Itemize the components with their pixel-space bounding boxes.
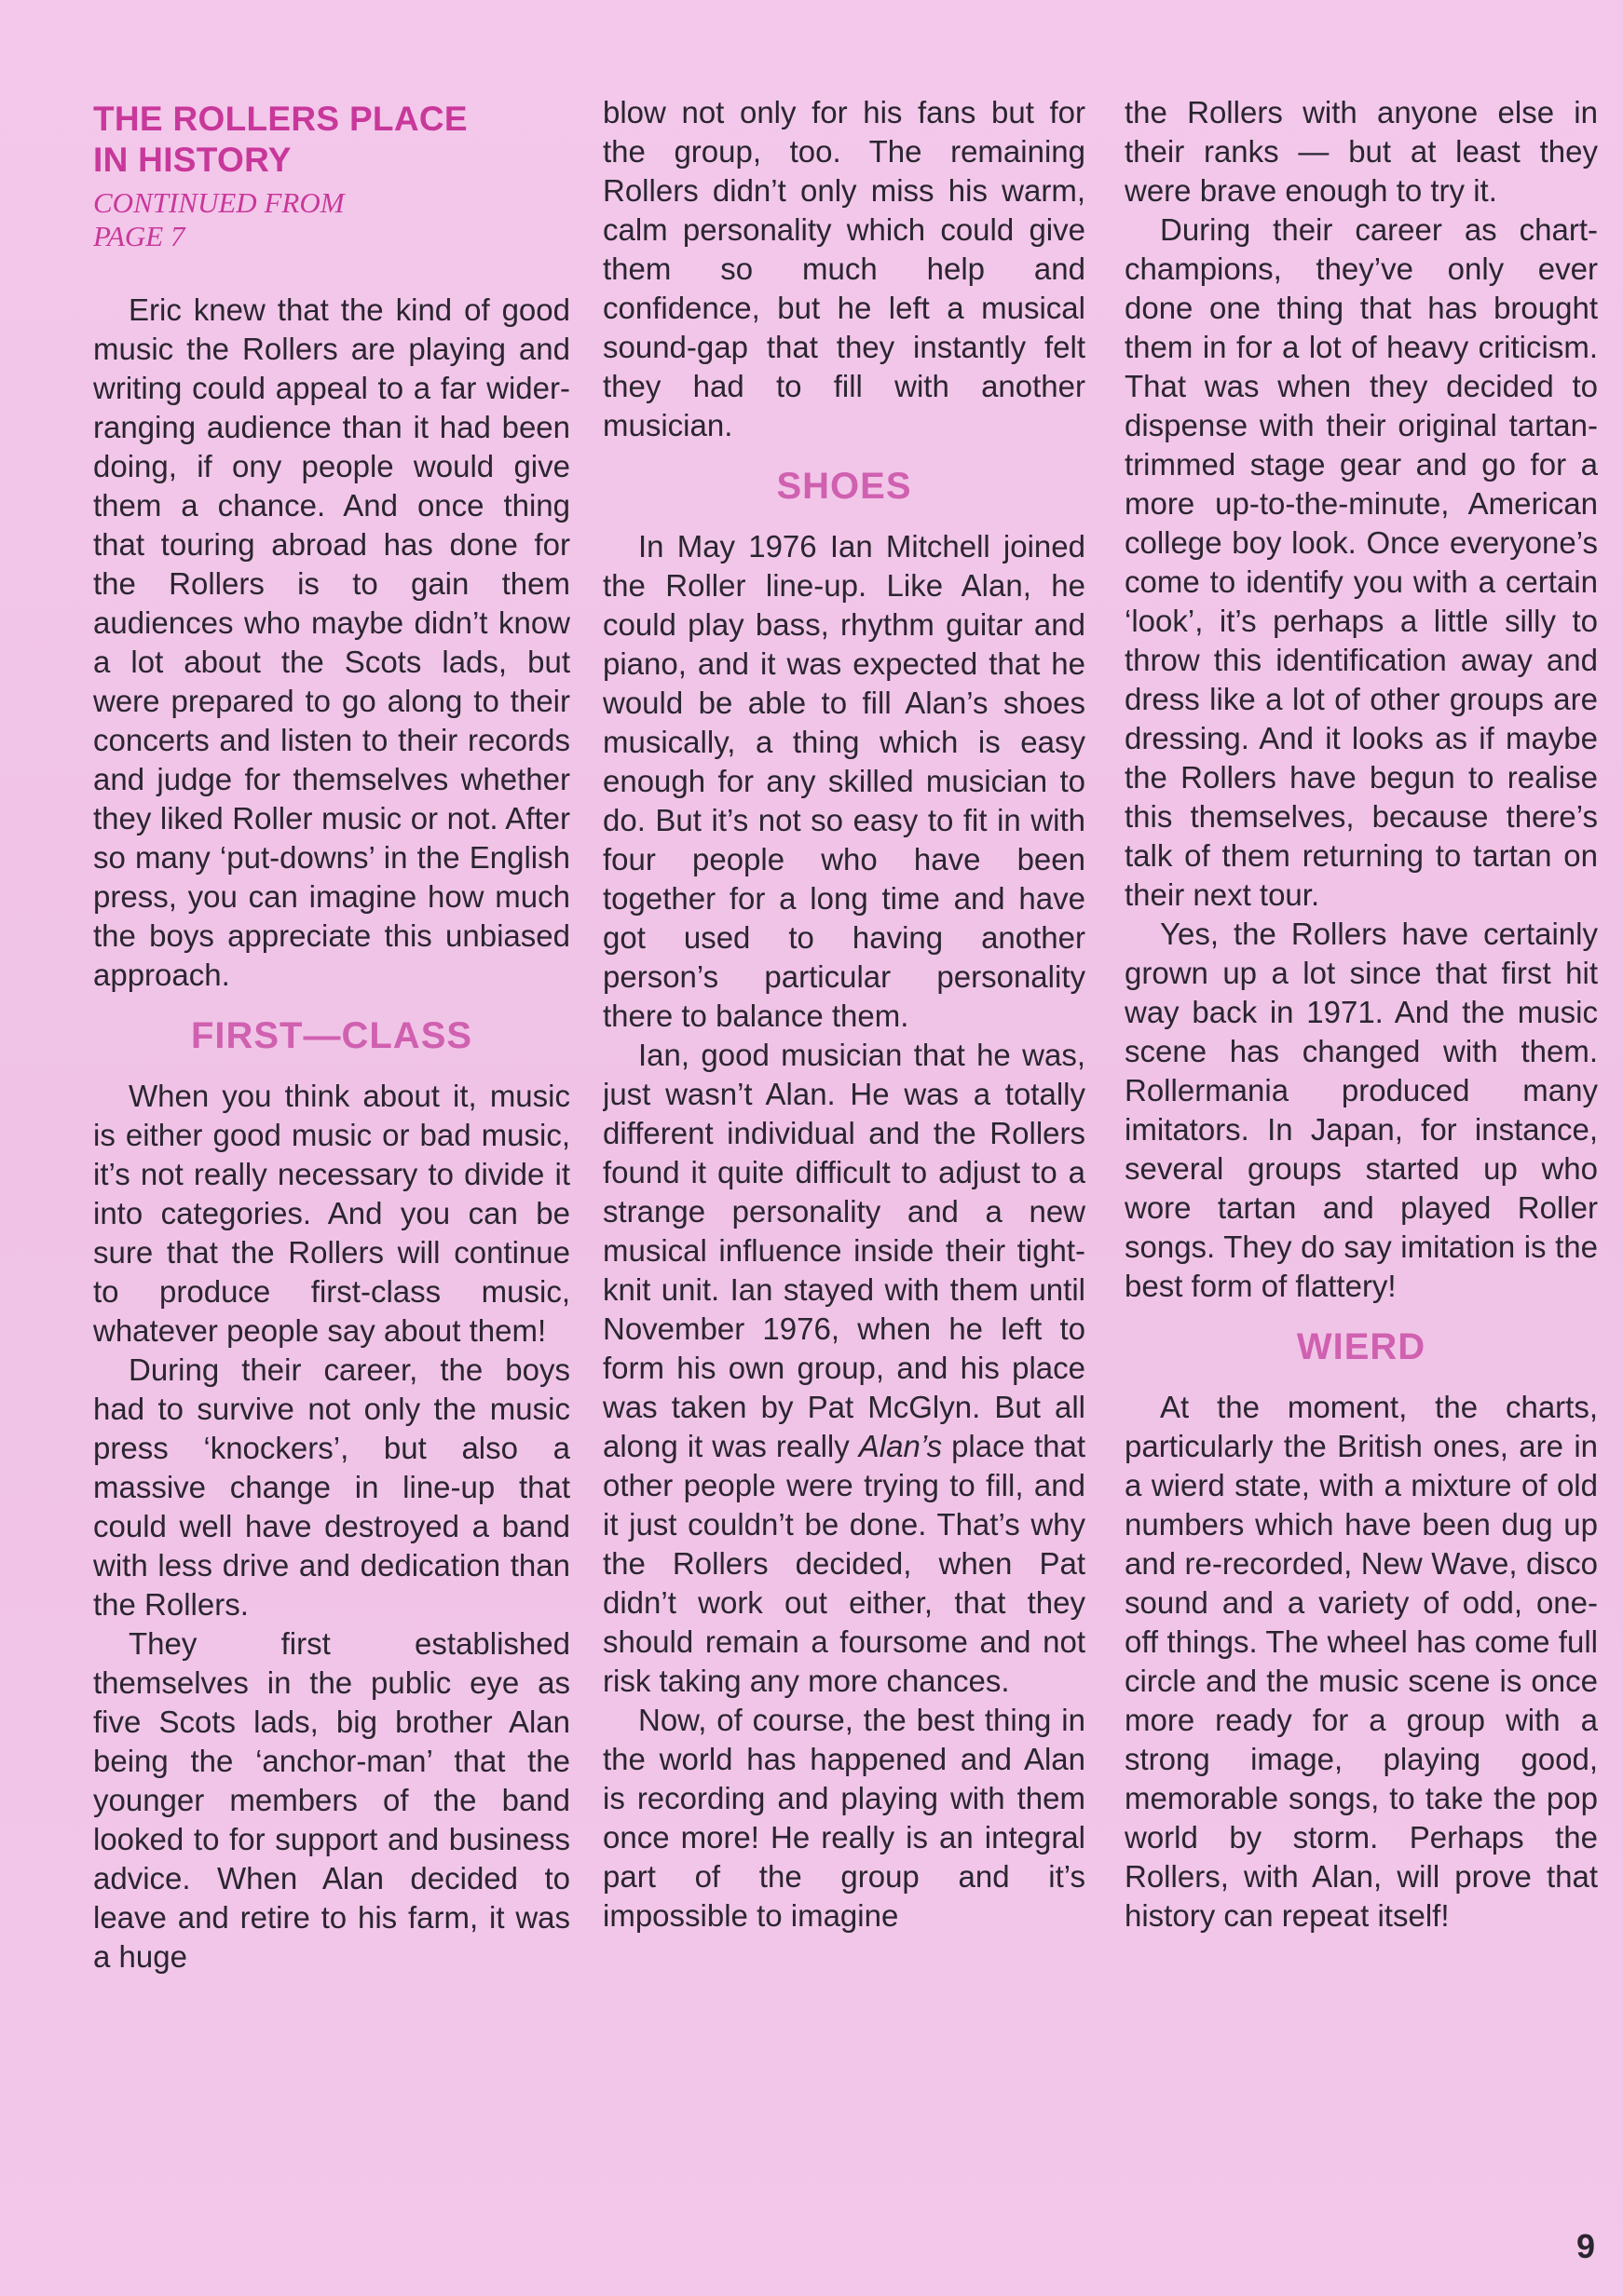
body-paragraph: When you think about it, music is either good music or bad music, it’s not really necessary to divide it into categories. And you can be sure that the Rollers will continue to produce first-class music, whatever people say about them! xyxy=(93,1079,570,1348)
body-paragraph: blow not only for his fans but for the group, too. The remaining Rollers didn’t only miss his warm, calm personality which could give them so much help and confidence, but he left a musical sound-gap that they instantly felt they had to fill with another musician. xyxy=(603,95,1085,442)
subheading-shoes: SHOES xyxy=(776,466,912,507)
emphasis-text: Alan’s xyxy=(858,1429,943,1463)
subheading-wierd: WIERD xyxy=(1296,1326,1426,1367)
body-paragraph: During their career as chart-champions, they’ve only ever done one thing that has brought them in for a lot of heavy criticism. That was when they decided to dispense with their original tartan-trimmed stage gear and go for a more up-to-the-minute, American college boy look. Once everyone’s come to identify you with a certain ‘look’, it’s perhaps a little silly to throw this identification away and dress like a lot of other groups are dressing. And it looks as if maybe the Rollers have begun to realise this themselves, because there’s talk of them returning to tartan on their next tour. xyxy=(1125,212,1598,912)
body-paragraph: Eric knew that the kind of good music the Rollers are playing and writing could appeal to a far wider-ranging audience than it had been doing, if ony people would give them a chance. And once thing that touring abroad has done for the Rollers is to gain them audiences who maybe didn’t know a lot about the Scots lads, but were prepared to go along to their concerts and listen to their records and judge for themselves whether they liked Roller music or not. After so many ‘put-downs’ in the English press, you can imagine how much the boys appreciate this unbiased approach. xyxy=(93,292,570,992)
continued-line-1: CONTINUED FROM xyxy=(93,186,345,219)
continued-from xyxy=(93,186,570,253)
subheading-first-class: FIRST—CLASS xyxy=(190,1015,473,1056)
body-paragraph xyxy=(603,1036,1085,1701)
column-3 xyxy=(1125,93,1598,2217)
kicker-line-2: IN HISTORY xyxy=(93,141,292,179)
body-paragraph: They first established themselves in the public eye as five Scots lads, big brother Alan being the ‘anchor-man’ that the younger members of the band looked to for support and business advice. When Alan decided to leave and retire to his farm, it was a huge xyxy=(93,1626,570,1974)
body-paragraph: the Rollers with anyone else in their ranks — but at least they were brave enough to try it. xyxy=(1125,95,1598,208)
body-paragraph: During their career, the boys had to survive not only the music press ‘knockers’, but also a massive change in line-up that could well have destroyed a band with less drive and dedication than the Rollers. xyxy=(93,1352,570,1622)
body-paragraph: Now, of course, the best thing in the world has happened and Alan is recording and playing with them once more! He really is an integral part of the group and it’s impossible to imagine xyxy=(603,1703,1085,1933)
kicker-line-1: THE ROLLERS PLACE xyxy=(93,100,468,138)
column-2 xyxy=(603,93,1085,2217)
text-run: place that other people were trying to fill, and it just couldn’t be done. That’s why the Rollers decided, when Pat didn’t work out either, that they should remain a foursome and not risk taking any more chances. xyxy=(603,1429,1085,1698)
body-paragraph: In May 1976 Ian Mitchell joined the Roller line-up. Like Alan, he could play bass, rhythm guitar and piano, and it was expected that he would be able to fill Alan’s shoes musically, a thing which is easy enough for any skilled musician to do. But it’s not so easy to fit in with four people who have been together for a long time and have got used to having another person’s particular personality there to balance them. xyxy=(603,529,1085,1033)
article-kicker xyxy=(93,99,570,181)
text-run: Ian, good musician that he was, just wasn’t Alan. He was a totally different individual and the Rollers found it quite difficult to adjust to a strange personality and a new musical influence inside their tight-knit unit. Ian stayed with them until November 1976, when he left to form his own group, and his place was taken by Pat McGlyn. But all along it was really xyxy=(603,1038,1085,1463)
body-paragraph: Yes, the Rollers have certainly grown up a lot since that first hit way back in 1971. And the music scene has changed with them. Rollermania produced many imitators. In Japan, for instance, several groups started up who wore tartan and played Roller songs. They do say imitation is the best form of flattery! xyxy=(1125,917,1598,1303)
body-paragraph: At the moment, the charts, particularly the British ones, are in a wierd state, with a mixture of old numbers which have been dug up and re-recorded, New Wave, disco sound and a variety of odd, one-off things. The wheel has come full circle and the music scene is once more ready for a group with a strong image, playing good, memorable songs, to take the pop world by storm. Perhaps the Rollers, with Alan, will prove that history can repeat itself! xyxy=(1125,1390,1598,1933)
column-1 xyxy=(93,93,570,2217)
continued-line-2: PAGE 7 xyxy=(93,220,185,252)
page-number: 9 xyxy=(1575,2227,1595,2265)
